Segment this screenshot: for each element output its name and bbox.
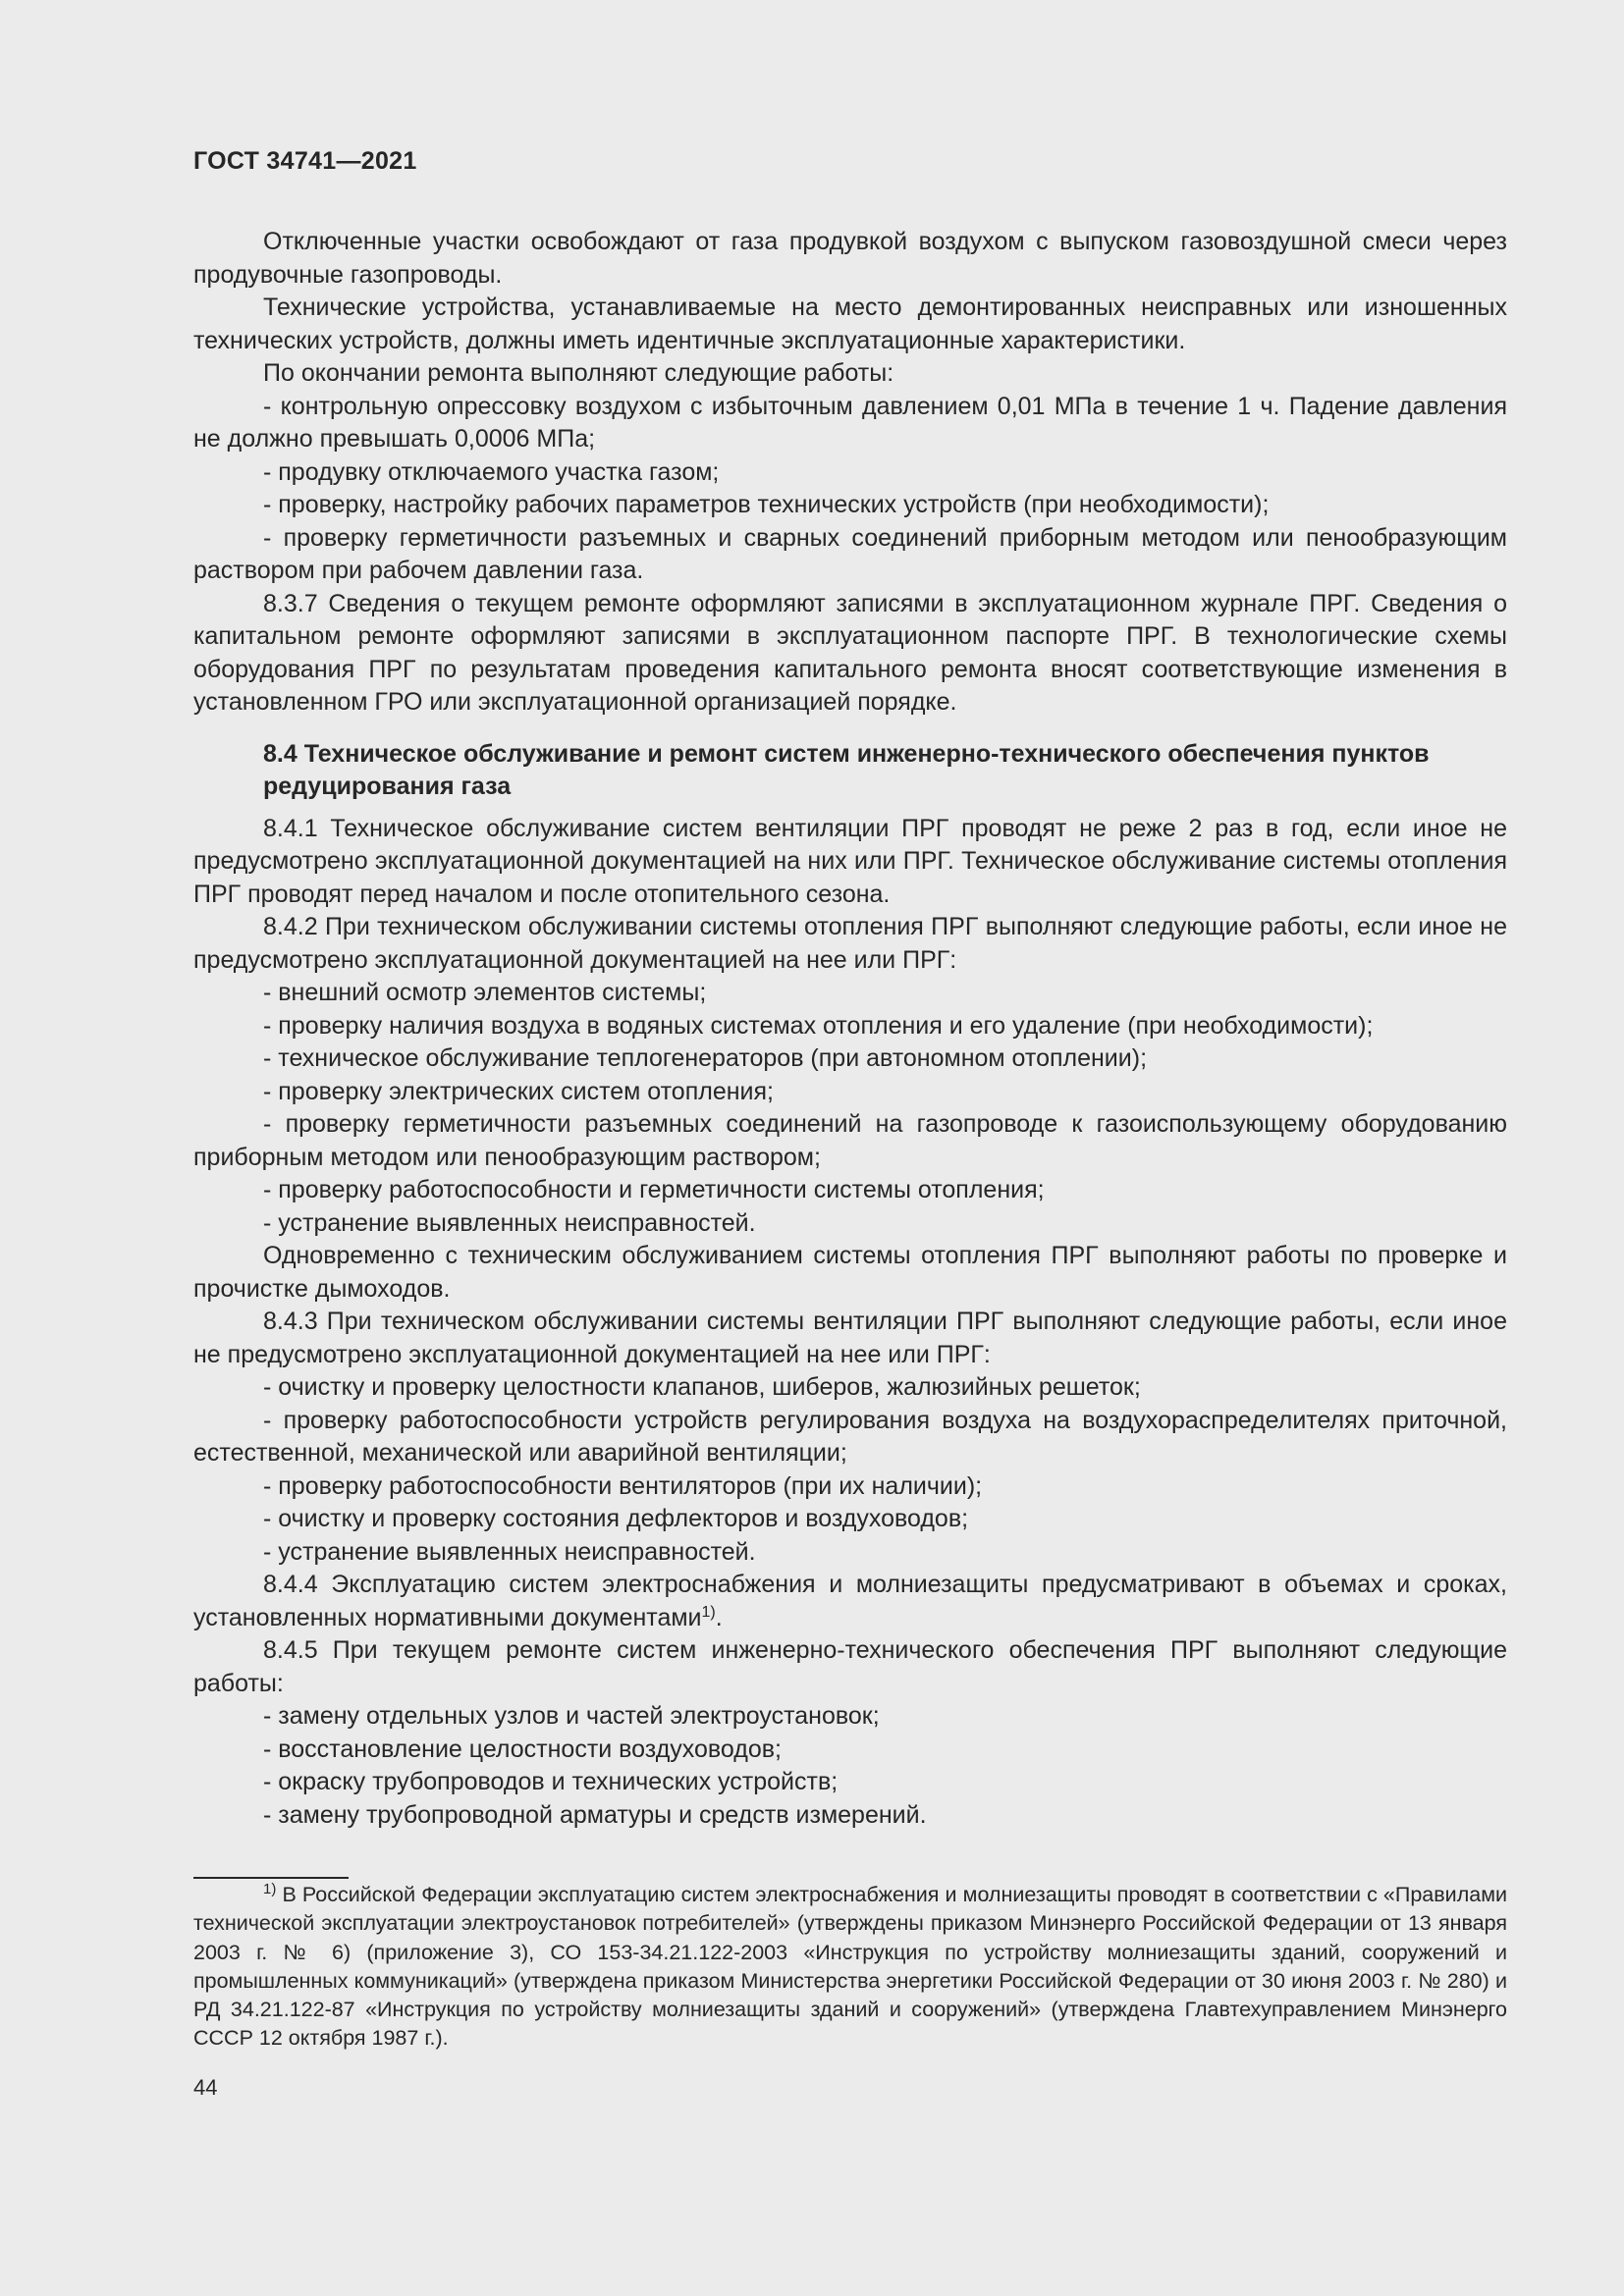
footnote-reference[interactable]: 1) (701, 1603, 716, 1621)
list-item: - проверку электрических систем отопления; (263, 1077, 774, 1105)
list-item: - восстановление целостности воздуховодов; (263, 1735, 783, 1763)
paragraph: 8.3.7 Сведения о текущем ремонте оформляют записями в эксплуатационном журнале ПРГ. Сведения о капитальном ремонте оформляют записями в эксплуатационном паспорте ПРГ. В технологические схемы оборудования ПРГ по результатам проведения капитального ремонта вносят соответствующие изменения в установленном ГРО или эксплуатационной организацией порядке. (193, 589, 1507, 716)
list-item: - проверку работоспособности устройств регулирования воздуха на воздухораспределителях приточной, естественной, механической или аварийной вентиляции; (193, 1406, 1507, 1467)
list-item: - проверку герметичности разъемных соединений на газопроводе к газоиспользующему оборудованию приборным методом или пенообразующим раствором; (193, 1110, 1507, 1171)
paragraph: 8.4.2 При техническом обслуживании системы отопления ПРГ выполняют следующие работы, если иное не предусмотрено эксплуатационной документацией на нее или ПРГ: (193, 913, 1507, 974)
main-text (193, 226, 1507, 1832)
paragraph-with-footnote (193, 1569, 1507, 1634)
list-item: - контрольную опрессовку воздухом с избыточным давлением 0,01 МПа в течение 1 ч. Падение давления не должно превышать 0,0006 МПа; (193, 392, 1507, 453)
list-item: - замену трубопроводной арматуры и средств измерений. (263, 1800, 927, 1829)
section-heading: 8.4 Техническое обслуживание и ремонт систем инженерно-технического обеспечения пунктов редуцирования газа (263, 739, 1430, 800)
paragraph: Отключенные участки освобождают от газа продувкой воздухом с выпуском газовоздушной смеси через продувочные газопроводы. (193, 228, 1507, 289)
list-item: - очистку и проверку состояния дефлекторов и воздуховодов; (263, 1505, 969, 1532)
paragraph: Одновременно с техническим обслуживанием системы отопления ПРГ выполняют работы по проверке и прочистке дымоходов. (193, 1242, 1507, 1303)
list-item: - техническое обслуживание теплогенераторов (при автономном отоплении); (263, 1044, 1148, 1072)
standard-title: ГОСТ 34741—2021 (193, 147, 417, 175)
paragraph: 8.4.5 При текущем ремонте систем инженерно-технического обеспечения ПРГ выполняют следующие работы: (193, 1636, 1507, 1697)
footnote-text (193, 1881, 1507, 2054)
list-item: - проверку, настройку рабочих параметров технических устройств (при необходимости); (263, 491, 1270, 518)
footnote-body: В Российской Федерации эксплуатацию систем электроснабжения и молниезащиты проводят в соответствии с «Правилами технической эксплуатации электроустановок потребителей» (утверждены приказом Минэнерго Российской Федерации от 13 января 2003 г. № 6) (приложение 3), СО 153-34.21.122-2003 «Инструкция по устройству молниезащиты зданий, сооружений и промышленных коммуникаций» (утверждена приказом Министерства энергетики Российской Федерации от 30 июня 2003 г. № 280) и РД 34.21.122-87 «Инструкция по устройству молниезащиты зданий и сооружений» (утверждена Главтехуправлением Минэнерго СССР 12 октября 1987 г.). (193, 1883, 1507, 2051)
paragraph: Технические устройства, устанавливаемые на место демонтированных неисправных или изношенных технических устройств, должны иметь идентичные эксплуатационные характеристики. (193, 294, 1507, 354)
list-item: - проверку работоспособности вентиляторов (при их наличии); (263, 1471, 983, 1500)
footnote-mark: 1) (263, 1881, 277, 1897)
page-number: 44 (193, 2075, 218, 2100)
list-item: - замену отдельных узлов и частей электроустановок; (263, 1702, 880, 1730)
list-item: - устранение выявленных неисправностей. (263, 1537, 756, 1566)
list-item: - очистку и проверку целостности клапанов, шиберов, жалюзийных решеток; (263, 1373, 1141, 1401)
paragraph-end: . (715, 1603, 723, 1631)
paragraph: 8.4.3 При техническом обслуживании системы вентиляции ПРГ выполняют следующие работы, если иное не предусмотрено эксплуатационной документацией на нее или ПРГ: (193, 1308, 1507, 1368)
list-item: - продувку отключаемого участка газом; (263, 457, 720, 486)
list-item: - внешний осмотр элементов системы; (263, 979, 707, 1006)
paragraph: По окончании ремонта выполняют следующие работы: (263, 359, 894, 387)
list-item: - устранение выявленных неисправностей. (263, 1208, 756, 1237)
paragraph-text: 8.4.4 Эксплуатацию систем электроснабжения и молниезащиты предусматривают в объемах и сроках, установленных нормативными документами (193, 1571, 1507, 1631)
footnote (193, 1881, 1507, 2054)
list-item: - проверку наличия воздуха в водяных системах отопления и его удаление (при необходимости); (263, 1011, 1374, 1040)
list-item: - проверку работоспособности и герметичности системы отопления; (263, 1176, 1045, 1203)
list-item: - окраску трубопроводов и технических устройств; (263, 1768, 839, 1795)
list-item: - проверку герметичности разъемных и сварных соединений приборным методом или пенообразующим раствором при рабочем давлении газа. (193, 523, 1507, 584)
footnote-separator (193, 1877, 349, 1879)
paragraph: 8.4.1 Техническое обслуживание систем вентиляции ПРГ проводят не реже 2 раз в год, если иное не предусмотрено эксплуатационной документацией на них или ПРГ. Техническое обслуживание системы отопления ПРГ проводят перед началом и после отопительного сезона. (193, 814, 1507, 908)
